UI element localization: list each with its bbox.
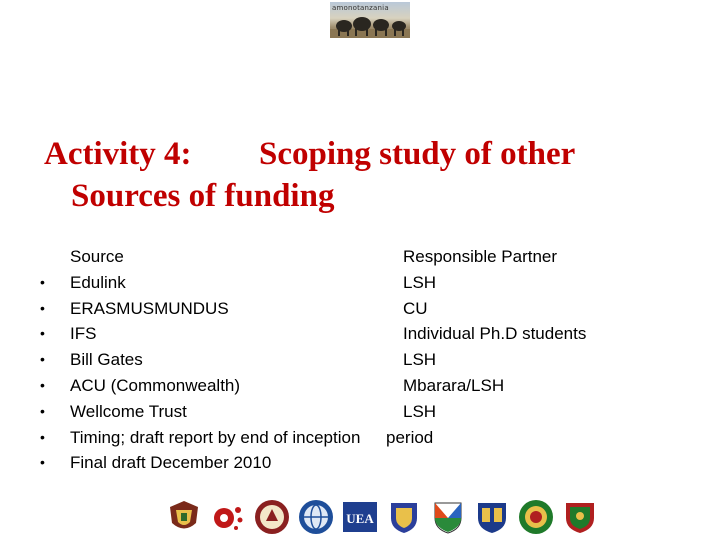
row-partner: Individual Ph.D students — [403, 324, 587, 344]
red-dots-emblem-icon — [209, 498, 247, 536]
bullet: • — [40, 402, 45, 419]
table-row — [0, 425, 720, 451]
gold-blue-crest-icon — [473, 498, 511, 536]
row-partner: Mbarara/LSH — [403, 375, 505, 395]
row-source: ERASMUSMUNDUS — [70, 298, 229, 318]
row-partner: LSH — [403, 401, 437, 421]
table-row — [0, 270, 720, 296]
table-row — [0, 373, 720, 399]
bullet: • — [40, 299, 45, 316]
title-topic: Scoping study of other — [259, 136, 576, 172]
row-source: IFS — [70, 324, 97, 344]
partner-logos — [165, 497, 599, 537]
bullet: • — [40, 273, 45, 290]
flag-shield-icon — [429, 498, 467, 536]
globe-seal-icon — [297, 498, 335, 536]
row-partner: LSH — [403, 272, 437, 292]
banner-image — [330, 2, 410, 38]
table-row — [0, 399, 720, 425]
banner-text: amonotanzania — [332, 4, 389, 12]
row-partner: LSH — [403, 350, 437, 370]
row-source: Bill Gates — [70, 350, 143, 370]
table-header — [0, 244, 720, 270]
table-row — [0, 347, 720, 373]
bullet: • — [40, 428, 45, 445]
table-row — [0, 296, 720, 322]
table-row — [0, 450, 720, 476]
table-row — [0, 321, 720, 347]
title-line2: Sources of funding — [71, 178, 335, 214]
svg-text:UEA: UEA — [346, 511, 374, 526]
row-source: Timing; draft report by end of inception — [70, 427, 361, 447]
row-source: Final draft December 2010 — [70, 453, 272, 473]
bullet: • — [40, 351, 45, 368]
bullet: • — [40, 454, 45, 471]
row-partner: period — [386, 427, 434, 447]
bullet: • — [40, 325, 45, 342]
row-source: ACU (Commonwealth) — [70, 375, 241, 395]
red-green-crest-icon — [561, 498, 599, 536]
bullet: • — [40, 376, 45, 393]
row-source: Wellcome Trust — [70, 401, 187, 421]
blue-shield-icon — [385, 498, 423, 536]
row-source: Edulink — [70, 272, 126, 292]
header-source: Source — [70, 247, 124, 266]
kenyatta-crest-icon — [165, 498, 203, 536]
green-seal-icon — [517, 498, 555, 536]
header-partner: Responsible Partner — [403, 247, 558, 266]
slide-title — [44, 133, 575, 217]
round-seal-icon — [253, 498, 291, 536]
funding-table — [0, 244, 720, 476]
row-partner: CU — [403, 298, 428, 318]
title-activity: Activity 4: — [44, 136, 192, 172]
uea-mark-icon — [341, 498, 379, 536]
